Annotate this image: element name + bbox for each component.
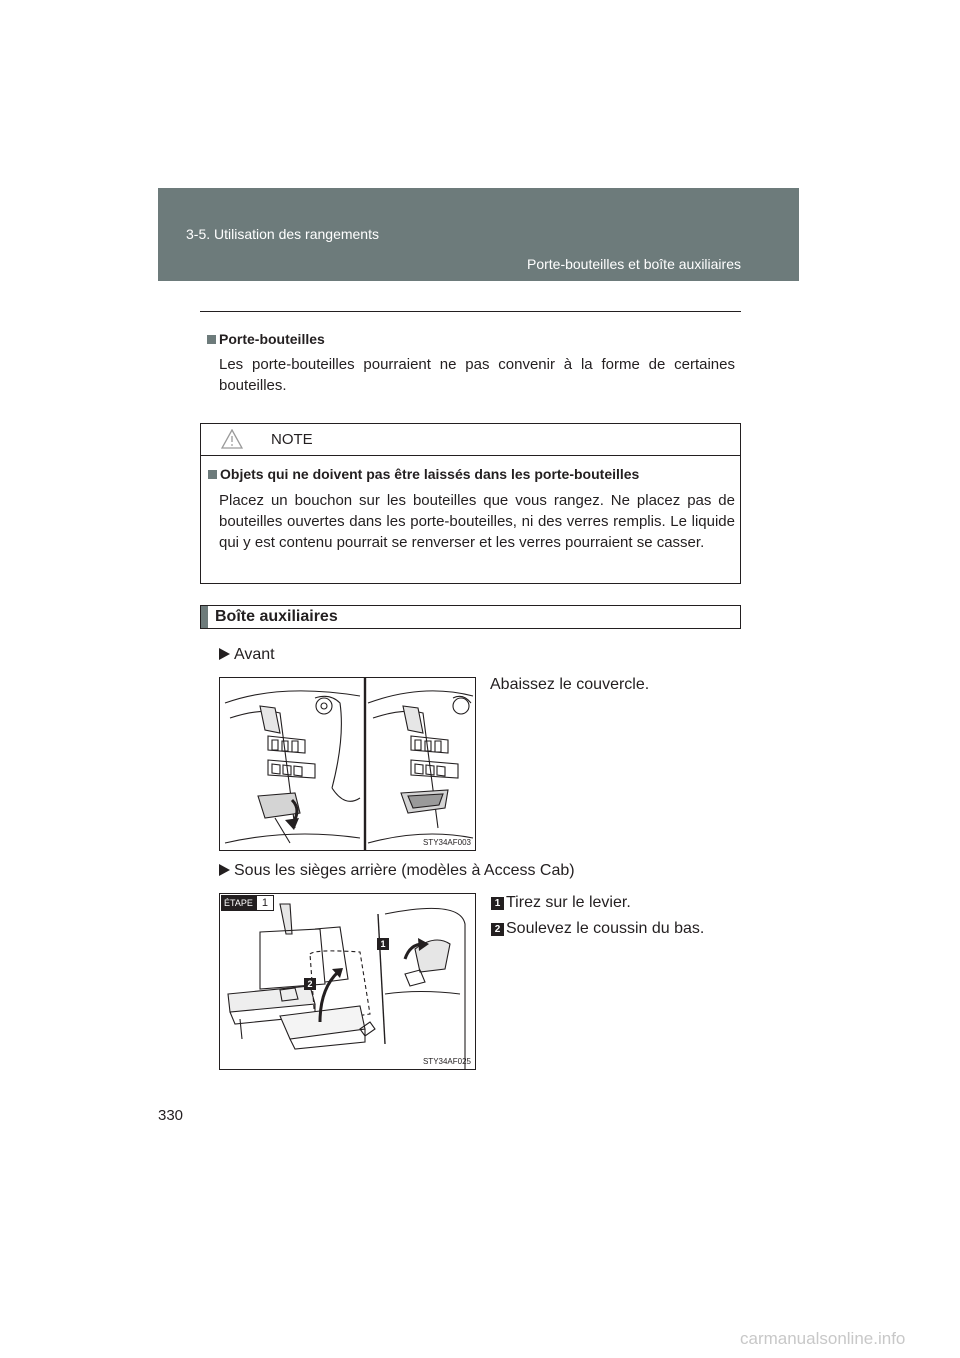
front-label-text: Avant <box>234 646 275 663</box>
etape-number: 1 <box>256 895 274 911</box>
header-topic-title: Porte-bouteilles et boîte auxiliaires <box>526 256 741 272</box>
rear-step-1 <box>491 894 631 912</box>
note-text: Placez un bouchon sur les bouteilles que vous rangez. Ne placez pas de bouteilles ouvertes dans les porte-bouteilles, ni des verres remplis. Le liquide qui y est contenu pourrait se renverser et les verres pourraient se casser. <box>219 492 735 551</box>
svg-text:1: 1 <box>380 939 386 949</box>
front-label <box>219 646 275 664</box>
porte-bouteilles-heading <box>207 331 325 347</box>
etape-label-text: ÉTAPE <box>221 895 256 911</box>
header-section-title: 3-5. Utilisation des rangements <box>186 226 379 242</box>
svg-text:2: 2 <box>307 979 313 989</box>
front-glovebox-figure <box>219 677 476 851</box>
note-subheading-text: Objets qui ne doivent pas être laissés dans les porte-bouteilles <box>220 466 640 482</box>
note-title: NOTE <box>271 431 313 448</box>
warning-triangle-icon <box>221 429 243 449</box>
note-header <box>201 424 740 456</box>
note-box <box>200 423 741 584</box>
section-marker <box>201 606 208 628</box>
page-number: 330 <box>158 1107 184 1124</box>
page-header <box>158 188 799 281</box>
boite-section-heading <box>200 605 741 629</box>
boite-section-title: Boîte auxiliaires <box>215 608 338 625</box>
rear-label <box>219 862 575 880</box>
triangle-bullet-icon <box>219 648 230 660</box>
front-instruction: Abaissez le couvercle. <box>490 676 650 693</box>
front-glovebox-illustration <box>220 678 475 850</box>
square-bullet-icon <box>207 335 216 344</box>
rear-figure-code: STY34AF025 <box>422 1057 471 1066</box>
triangle-bullet-icon <box>219 864 230 876</box>
square-bullet-icon <box>208 470 217 479</box>
porte-bouteilles-text: Les porte-bouteilles pourraient ne pas convenir à la forme de certaines bouteilles. <box>219 356 735 394</box>
rear-label-text: Sous les sièges arrière (modèles à Access Cab) <box>234 862 575 879</box>
step-number-badge: 2 <box>491 923 504 936</box>
etape-label <box>221 895 274 911</box>
rear-step-2-text: Soulevez le coussin du bas. <box>506 920 705 937</box>
porte-bouteilles-heading-text: Porte-bouteilles <box>219 331 325 347</box>
front-figure-code: STY34AF003 <box>422 838 471 847</box>
rear-seat-illustration <box>220 894 475 1069</box>
watermark: carmanualsonline.info <box>740 1329 906 1348</box>
rear-step-2 <box>491 920 704 938</box>
rear-step-1-text: Tirez sur le levier. <box>506 894 631 911</box>
step-number-badge: 1 <box>491 897 504 910</box>
rear-seat-figure <box>219 893 476 1070</box>
note-subheading <box>208 466 639 482</box>
header-rule <box>200 311 741 312</box>
